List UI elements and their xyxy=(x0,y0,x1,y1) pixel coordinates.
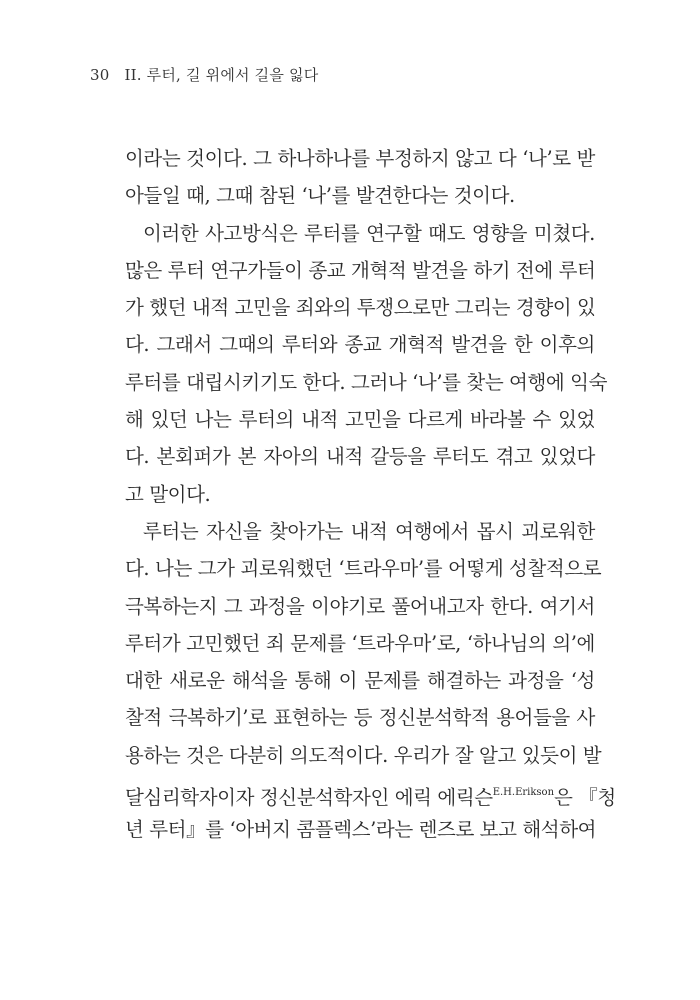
text-line: 고 말이다. xyxy=(125,482,211,506)
erikson-line-after: 은 『청 xyxy=(554,786,616,810)
text-line: 대한 새로운 해석을 통해 이 문제를 해결하는 과정을 ‘성 xyxy=(125,669,595,693)
text-line: 년 루터』를 ‘아버지 콤플렉스’라는 렌즈로 보고 해석하여 xyxy=(125,818,597,842)
text-line: 찰적 극복하기’로 표현하는 등 정신분석학적 용어들을 사 xyxy=(125,706,595,730)
paragraph-first-line: 이러한 사고방식은 루터를 연구할 때도 영향을 미쳤다. xyxy=(143,221,595,245)
text-line: 다. 나는 그가 괴로워했던 ‘트라우마’를 어떻게 성찰적으로 xyxy=(125,557,602,581)
text-line: 해 있던 나는 루터의 내적 고민을 다르게 바라볼 수 있었 xyxy=(125,408,595,432)
text-line: 가 했던 내적 고민을 죄와의 투쟁으로만 그리는 경향이 있 xyxy=(125,296,596,320)
paragraph-first-line: 루터는 자신을 찾아가는 내적 여행에서 몹시 괴로워한 xyxy=(143,519,595,543)
erikson-superscript: E.H.Erikson xyxy=(492,787,555,799)
running-header xyxy=(90,64,318,85)
text-line: 용하는 것은 다분히 의도적이다. 우리가 잘 알고 있듯이 발 xyxy=(125,743,602,767)
text-line-with-footnote-name xyxy=(125,774,616,811)
text-line: 이라는 것이다. 그 하나하나를 부정하지 않고 다 ‘나’로 받 xyxy=(125,147,595,170)
text-line: 루터를 대립시키기도 한다. 그러나 ‘나’를 찾는 여행에 익숙 xyxy=(125,370,608,394)
text-line: 많은 루터 연구가들이 종교 개혁적 발견을 하기 전에 루터 xyxy=(125,258,596,282)
text-line: 루터가 고민했던 죄 문제를 ‘트라우마’로, ‘하나님의 의’에 xyxy=(125,631,595,655)
erikson-line-before: 달심리학자이자 정신분석학자인 에릭 에릭슨 xyxy=(125,786,493,810)
page-number: 30 xyxy=(90,66,110,84)
text-line: 다. 그래서 그때의 루터와 종교 개혁적 발견을 한 이후의 xyxy=(125,333,595,357)
text-line: 아들일 때, 그때 참된 ‘나’를 발견한다는 것이다. xyxy=(125,184,515,208)
text-line: 다. 본회퍼가 본 자아의 내적 갈등을 루터도 겪고 있었다 xyxy=(125,445,595,469)
text-line: 극복하는지 그 과정을 이야기로 풀어내고자 한다. 여기서 xyxy=(125,594,595,618)
section-title: II. 루터, 길 위에서 길을 잃다 xyxy=(124,66,319,84)
body-text xyxy=(125,140,616,849)
